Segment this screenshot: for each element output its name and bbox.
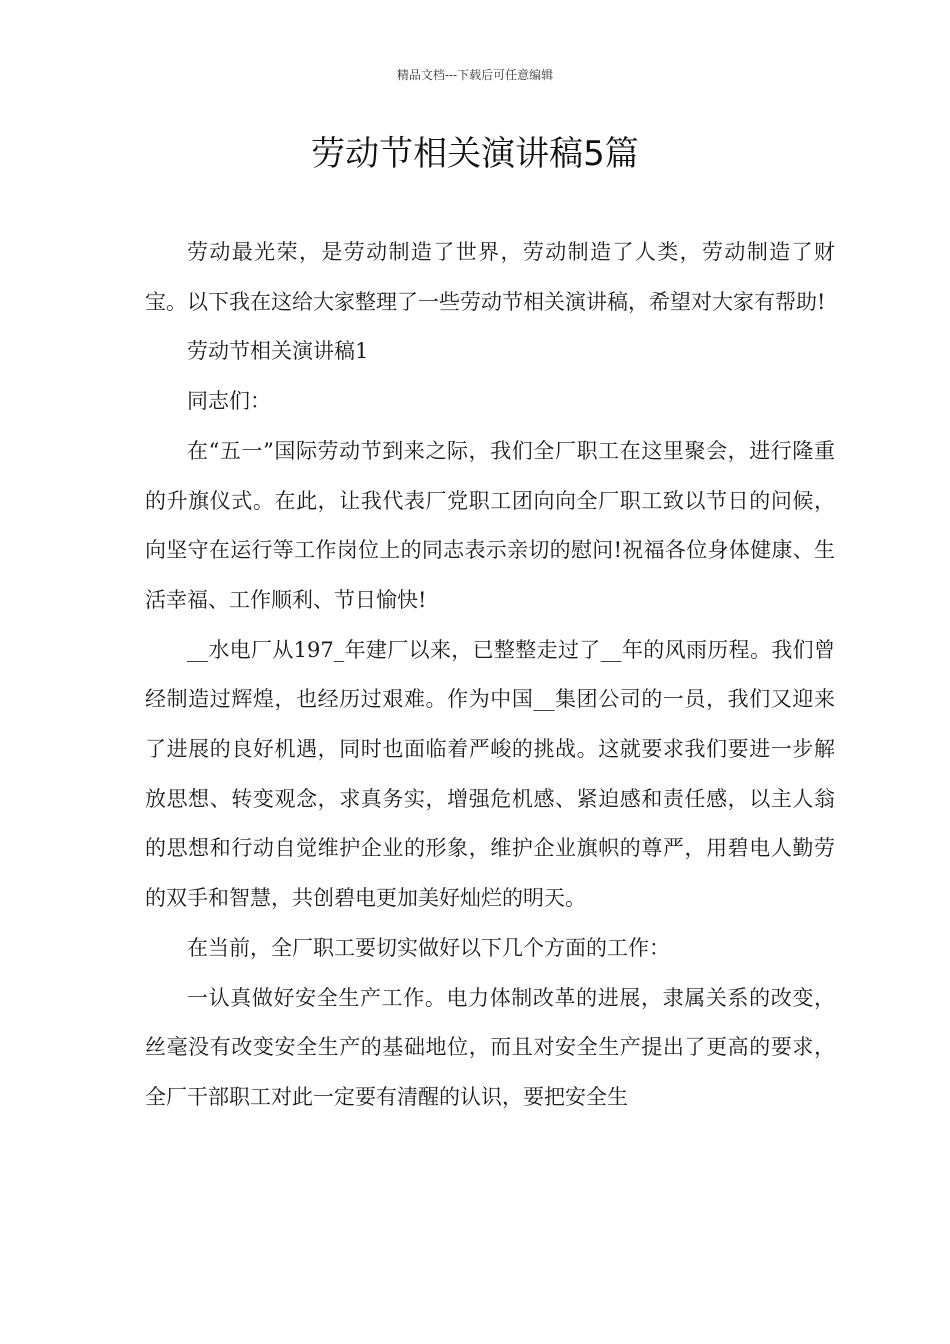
- paragraph-tasks-intro: 在当前，全厂职工要切实做好以下几个方面的工作：: [187, 935, 670, 960]
- paragraph-safety: 一认真做好安全生产工作。电力体制改革的进展，隶属关系的改变，丝毫没有改变安全生产的基础地位，而且对安全生产提出了更高的要求，全厂干部职工对此一定要有清醒的认识，要把安全生: [145, 985, 835, 1109]
- page-header-note: 精品文档---下载后可任意编辑: [396, 68, 554, 82]
- paragraph-speech-heading: 劳动节相关演讲稿1: [187, 339, 369, 364]
- document-title: 劳动节相关演讲稿5篇: [311, 134, 639, 174]
- document-body: [145, 228, 835, 1123]
- paragraph-intro: 劳动最光荣，是劳动制造了世界，劳动制造了人类，劳动制造了财宝。以下我在这给大家整理了一些劳动节相关演讲稿，希望对大家有帮助!: [145, 240, 835, 314]
- paragraph-greeting: 在“五一”国际劳动节到来之际，我们全厂职工在这里聚会，进行隆重的升旗仪式。在此，让我代表厂党职工团向向全厂职工致以节日的问候，向坚守在运行等工作岗位上的同志表示亲切的慰问!祝福各位身体健康、生活幸福、工作顺利、节日愉快!: [145, 438, 835, 612]
- paragraph-history: __水电厂从197_年建厂以来，已整整走过了__年的风雨历程。我们曾经制造过辉煌，也经历过艰难。作为中国__集团公司的一员，我们又迎来了进展的良好机遇，同时也面临着严峻的挑战。这就要求我们要进一步解放思想、转变观念，求真务实，增强危机感、紧迫感和责任感，以主人翁的思想和行动自觉维护企业的形象，维护企业旗帜的尊严，用碧电人勤劳的双手和智慧，共创碧电更加美好灿烂的明天。: [145, 637, 835, 911]
- paragraph-salutation: 同志们：: [187, 389, 271, 414]
